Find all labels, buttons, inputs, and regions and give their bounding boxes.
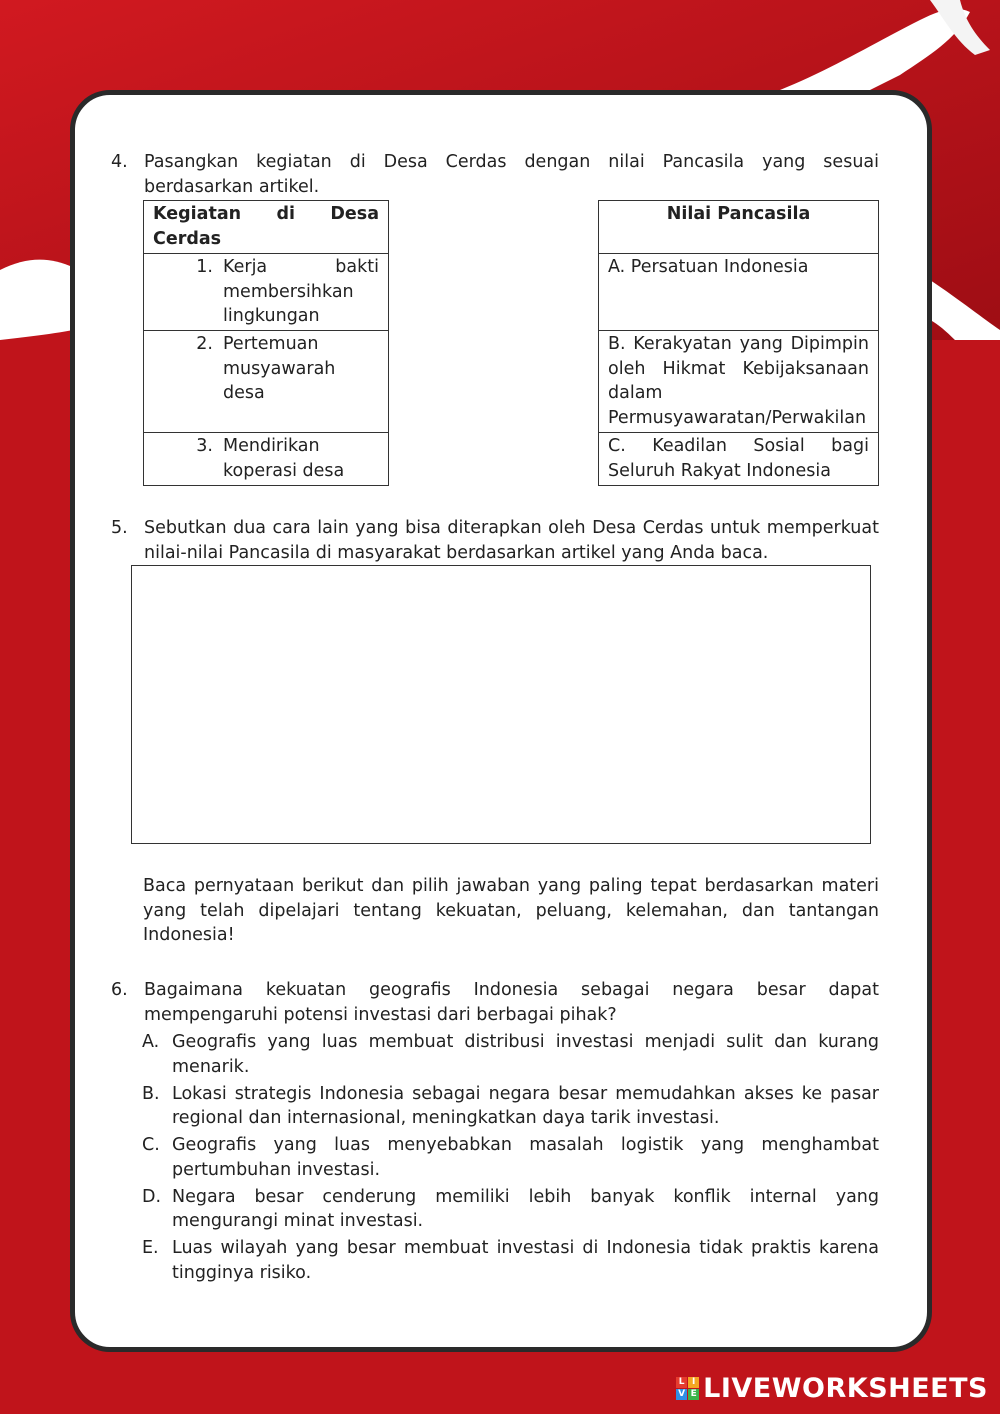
table-header: Nilai Pancasila (599, 201, 879, 254)
activity-row: 3. Mendirikan koperasi desa (144, 433, 389, 486)
activity-row: 2. Pertemuan musyawarah desa (144, 331, 389, 433)
option-d[interactable]: D. Negara besar cenderung memiliki lebih banyak konflik internal yang mengurangi minat investasi. (142, 1186, 879, 1231)
question-number: 5. (111, 518, 128, 538)
question-prompt: Sebutkan dua cara lain yang bisa diterapkan oleh Desa Cerdas untuk memperkuat nilai-nilai Pancasila di masyarakat berdasarkan artikel yang Anda baca. (144, 518, 879, 563)
option-a[interactable]: A. Geografis yang luas membuat distribusi investasi menjadi sulit dan kurang menarik. (142, 1032, 879, 1077)
options-list (142, 1030, 879, 1288)
activity-text: Mendirikan koperasi desa (223, 436, 345, 481)
value-row: B. Kerakyatan yang Dipimpin oleh Hikmat Kebijaksanaan dalam Permusyawaratan/Perwakilan (599, 331, 879, 433)
logo-mark-icon: L I V E (676, 1377, 699, 1400)
question-prompt: Bagaimana kekuatan geografis Indonesia sebagai negara besar dapat mempengaruhi potensi investasi dari berbagai pihak? (144, 980, 879, 1025)
option-c[interactable]: C. Geografis yang luas menyebabkan masalah logistik yang menghambat pertumbuhan investasi. (142, 1135, 879, 1180)
question-prompt: Pasangkan kegiatan di Desa Cerdas dengan nilai Pancasila yang sesuai berdasarkan artikel. (144, 152, 879, 197)
value-row: C. Keadilan Sosial bagi Seluruh Rakyat Indonesia (599, 433, 879, 486)
activity-row: 1. Kerja bakti membersihkan lingkungan (144, 254, 389, 331)
question-5 (111, 516, 881, 566)
question-number: 6. (111, 980, 128, 1000)
activity-text: Pertemuan musyawarah desa (223, 334, 336, 403)
table-header: Kegiatan di Desa Cerdas (144, 201, 389, 254)
instruction-text: Baca pernyataan berikut dan pilih jawaban yang paling tepat berdasarkan materi yang telah dipelajari tentang kekuatan, peluang, kelemahan, dan tantangan Indonesia! (143, 876, 879, 945)
question-number: 4. (111, 152, 128, 172)
pancasila-values-table (598, 200, 879, 486)
activities-table (143, 200, 389, 486)
answer-textbox[interactable] (131, 565, 871, 844)
activity-text: Kerja bakti membersihkan lingkungan (223, 257, 379, 326)
value-row: A. Persatuan Indonesia (599, 254, 879, 331)
liveworksheets-logo[interactable] (676, 1373, 988, 1404)
question-6 (111, 978, 881, 1028)
logo-text: LIVEWORKSHEETS (703, 1373, 988, 1404)
option-b[interactable]: B. Lokasi strategis Indonesia sebagai negara besar memudahkan akses ke pasar regional dan internasional, meningkatkan daya tarik investasi. (142, 1083, 879, 1128)
question-4 (111, 150, 881, 200)
option-e[interactable]: E. Luas wilayah yang besar membuat investasi di Indonesia tidak praktis karena tingginya risiko. (142, 1238, 879, 1283)
